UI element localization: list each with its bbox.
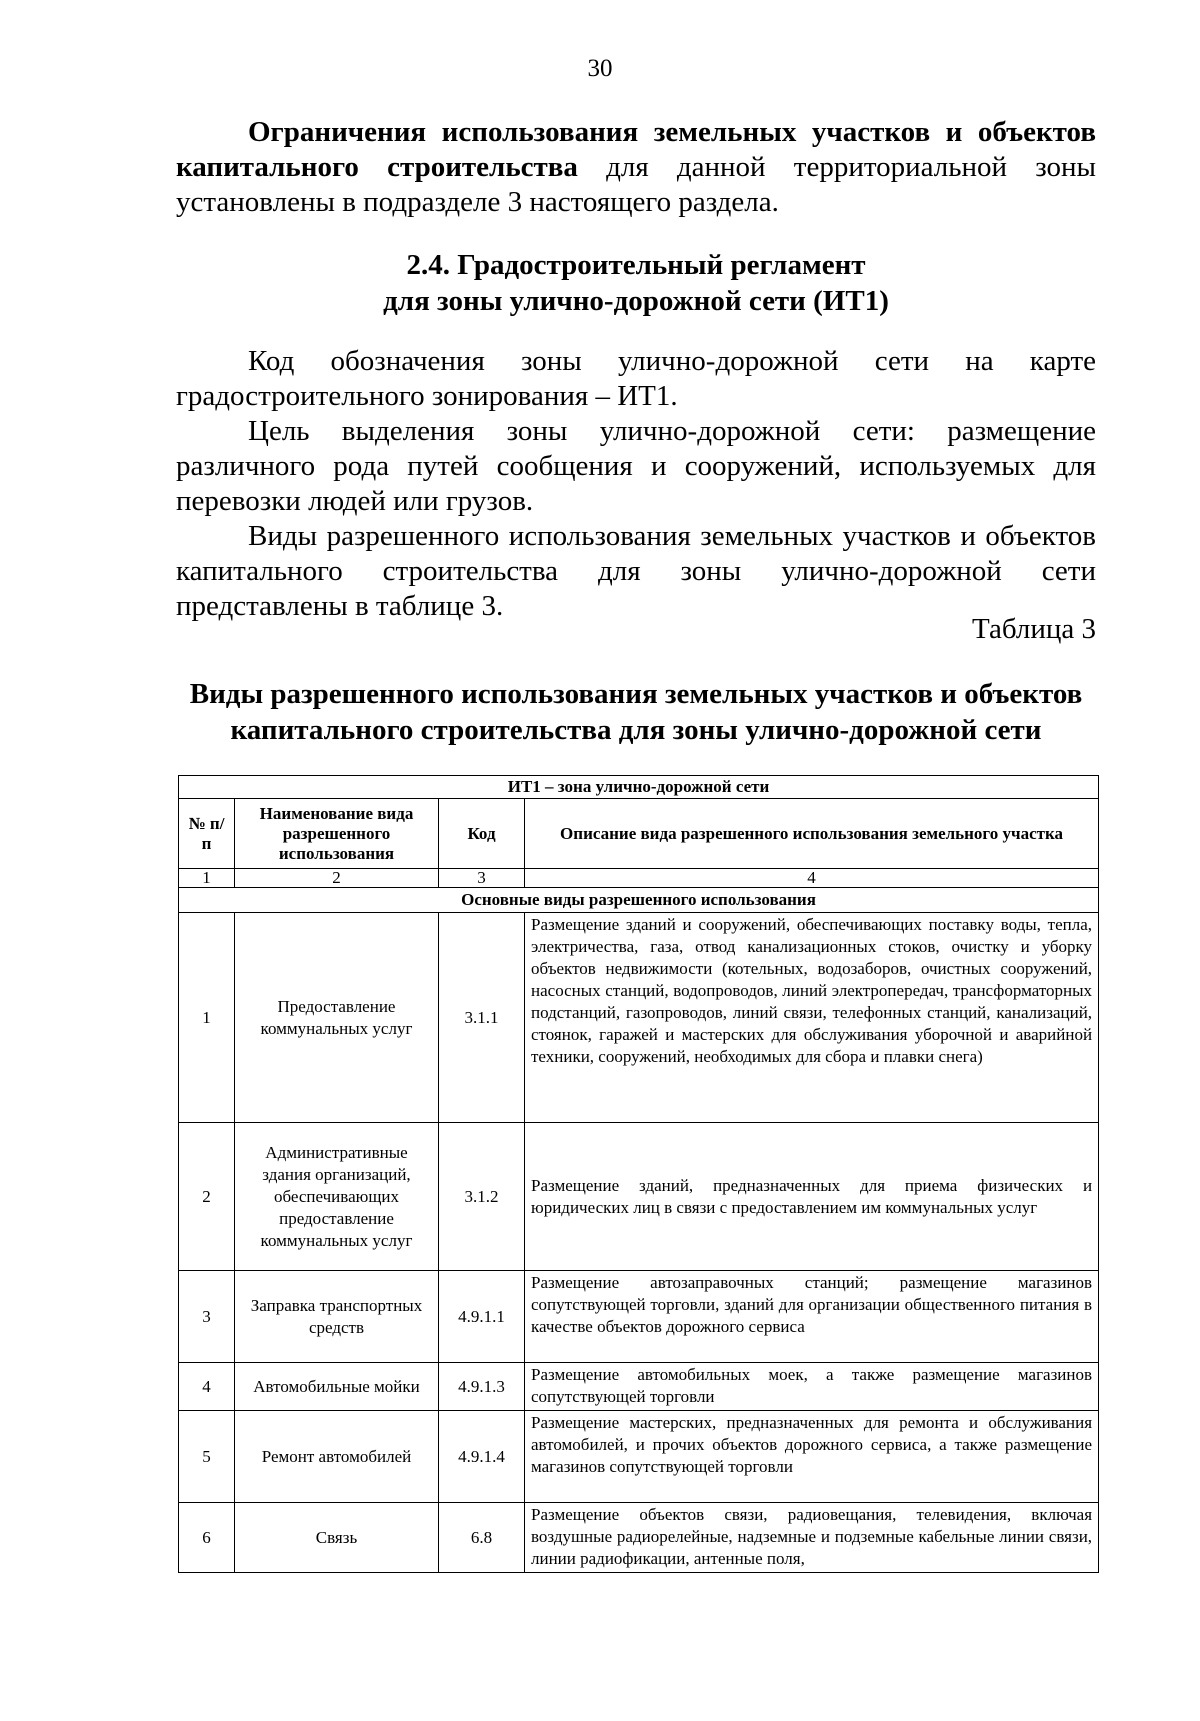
row-code: 4.9.1.4 xyxy=(439,1411,525,1503)
page-number: 30 xyxy=(587,55,613,82)
intro-paragraph xyxy=(176,115,1096,220)
row-name: Ремонт автомобилей xyxy=(235,1411,439,1503)
row-name: Предоставление коммунальных услуг xyxy=(235,913,439,1123)
table-label: Таблица 3 xyxy=(971,613,1096,645)
row-num: 4 xyxy=(179,1363,235,1411)
row-name: Связь xyxy=(235,1503,439,1573)
header-name: Наименование вида разрешенного использования xyxy=(235,799,439,869)
row-code: 4.9.1.1 xyxy=(439,1271,525,1363)
intro-bold-text: Ограничения использования земельных участков и объектов капитального строительства xyxy=(176,116,1096,183)
row-name: Административные здания организаций, обеспечивающих предоставление коммунальных услуг xyxy=(235,1123,439,1271)
column-number-row xyxy=(179,869,1099,888)
row-desc: Размещение автозаправочных станций; размещение магазинов сопутствующей торговли, зданий для организации общественного питания в качестве объектов дорожного сервиса xyxy=(525,1271,1099,1363)
table-zone-header: ИТ1 – зона улично-дорожной сети xyxy=(179,776,1099,799)
paragraph-zone-code: Код обозначения зоны улично-дорожной сети на карте градостроительного зонирования – ИТ1. xyxy=(176,345,1096,412)
table-row xyxy=(179,913,1099,1123)
row-code: 3.1.1 xyxy=(439,913,525,1123)
col-number: 4 xyxy=(525,869,1099,888)
table-row xyxy=(179,1123,1099,1271)
group-row xyxy=(179,888,1099,913)
table-zone-header-row xyxy=(179,776,1099,799)
row-code: 6.8 xyxy=(439,1503,525,1573)
row-desc: Размещение объектов связи, радиовещания, телевидения, включая воздушные радиорелейные, надземные и подземные кабельные линии связи, линии радиофикации, антенные поля, xyxy=(525,1503,1099,1573)
section-heading-line2: для зоны улично-дорожной сети (ИТ1) xyxy=(383,285,889,317)
col-number: 2 xyxy=(235,869,439,888)
row-num: 5 xyxy=(179,1411,235,1503)
table-row xyxy=(179,1411,1099,1503)
row-name: Заправка транспортных средств xyxy=(235,1271,439,1363)
section-heading-line1: 2.4. Градостроительный регламент xyxy=(406,249,866,281)
table-row xyxy=(179,1503,1099,1573)
row-num: 6 xyxy=(179,1503,235,1573)
table-header-row xyxy=(179,799,1099,869)
land-use-table xyxy=(178,775,1099,1573)
intro-rest-text: для данной территориальной зоны установлены в подразделе 3 настоящего раздела. xyxy=(176,151,1097,218)
table-row xyxy=(179,1271,1099,1363)
body-paragraphs xyxy=(176,344,1096,624)
row-desc: Размещение мастерских, предназначенных для ремонта и обслуживания автомобилей, и прочих объектов дорожного сервиса, а также размещение магазинов сопутствующей торговли xyxy=(525,1411,1099,1503)
col-number: 3 xyxy=(439,869,525,888)
header-code: Код xyxy=(439,799,525,869)
paragraph-table-reference: Виды разрешенного использования земельных участков и объектов капитального строительства для зоны улично-дорожной сети представлены в таблице 3. xyxy=(176,520,1096,622)
header-num: № п/п xyxy=(179,799,235,869)
header-desc: Описание вида разрешенного использования земельного участка xyxy=(525,799,1099,869)
table-title-line2: капитального строительства для зоны улично-дорожной сети xyxy=(230,714,1042,746)
col-number: 1 xyxy=(179,869,235,888)
row-num: 1 xyxy=(179,913,235,1123)
table-row xyxy=(179,1363,1099,1411)
row-desc: Размещение автомобильных моек, а также размещение магазинов сопутствующей торговли xyxy=(525,1363,1099,1411)
table-title-line1: Виды разрешенного использования земельных участков и объектов xyxy=(189,678,1083,710)
row-desc: Размещение зданий, предназначенных для приема физических и юридических лиц в связи с предоставлением им коммунальных услуг xyxy=(525,1123,1099,1271)
section-heading xyxy=(176,247,1096,319)
row-name: Автомобильные мойки xyxy=(235,1363,439,1411)
group-heading: Основные виды разрешенного использования xyxy=(179,888,1099,913)
row-num: 3 xyxy=(179,1271,235,1363)
row-code: 4.9.1.3 xyxy=(439,1363,525,1411)
table-title xyxy=(176,676,1096,748)
row-desc: Размещение зданий и сооружений, обеспечивающих поставку воды, тепла, электричества, газа, отвод канализационных стоков, очистку и уборку объектов недвижимости (котельных, водозаборов, очистных сооружений, насосных станций, водопроводов, линий электропередач, трансформаторных подстанций, газопроводов, линий связи, телефонных станций, канализаций, стоянок, гаражей и мастерских для обслуживания уборочной и аварийной техники, сооружений, необходимых для сбора и плавки снега) xyxy=(525,913,1099,1123)
row-num: 2 xyxy=(179,1123,235,1271)
paragraph-zone-purpose: Цель выделения зоны улично-дорожной сети: размещение различного рода путей сообщения и сооружений, используемых для перевозки людей или грузов. xyxy=(176,415,1096,517)
row-code: 3.1.2 xyxy=(439,1123,525,1271)
